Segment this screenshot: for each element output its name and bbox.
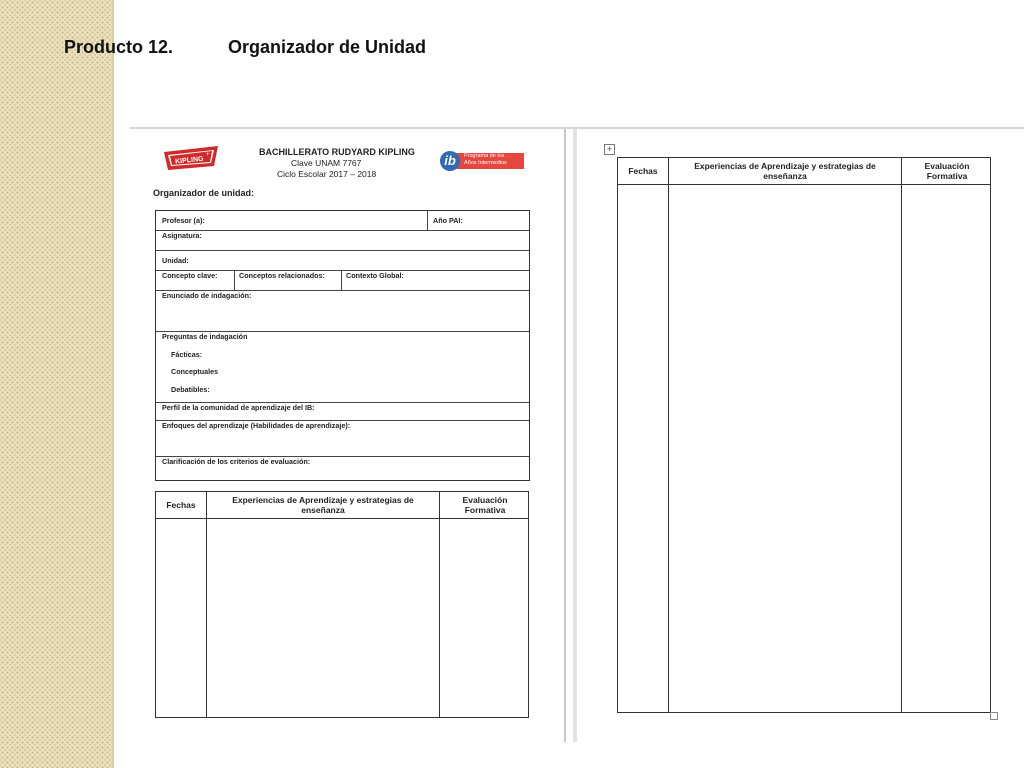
slide-title-product: Producto 12.	[64, 37, 174, 57]
activities-table-right	[617, 157, 991, 713]
label-preguntas: Preguntas de indagación	[162, 332, 248, 341]
label-unidad: Unidad:	[162, 256, 189, 265]
ib-logo-text-1: Programa de los	[464, 153, 505, 159]
label-concepto-clave: Concepto clave:	[162, 271, 218, 280]
table-header-line	[156, 518, 528, 519]
slide-title-organizer: Organizador de Unidad	[228, 37, 427, 57]
label-clarificacion: Clarificación de los criterios de evaluación:	[162, 457, 311, 466]
row-profesor	[156, 211, 529, 231]
header-experiencias: Experiencias de Aprendizaje y estrategias de enseñanza	[232, 495, 414, 515]
table-col-divider	[901, 158, 902, 712]
row-enunciado	[156, 291, 529, 332]
cell-divider	[341, 271, 342, 291]
label-contexto-global: Contexto Global:	[346, 271, 404, 280]
svg-text:+: +	[206, 152, 210, 158]
label-profesor: Profesor (a):	[162, 216, 205, 225]
page-divider-shadow	[573, 129, 577, 742]
table-col-divider	[206, 492, 207, 717]
label-debatibles: Debatibles:	[171, 385, 210, 394]
table-header-line	[618, 184, 990, 185]
header-evaluacion: Evaluación Formativa	[462, 495, 508, 515]
table-col-divider	[668, 158, 669, 712]
table-resize-handle[interactable]	[990, 712, 998, 720]
kipling-logo-text: KIPLING	[174, 155, 204, 166]
header-evaluacion: Evaluación Formativa	[924, 161, 970, 181]
header-fechas: Fechas	[166, 500, 196, 510]
label-perfil: Perfil de la comunidad de aprendizaje del IB:	[162, 403, 315, 412]
screenshot-top-border	[130, 127, 1024, 129]
page-divider	[564, 129, 566, 742]
row-enfoques	[156, 421, 529, 457]
label-facticas: Fácticas:	[171, 350, 203, 359]
pattern-edge	[112, 0, 114, 768]
ib-logo-circle: ib	[440, 151, 460, 171]
label-enunciado: Enunciado de indagación:	[162, 291, 252, 300]
label-asignatura: Asignatura:	[162, 231, 202, 240]
cell-divider	[234, 271, 235, 291]
ib-logo-text-2: Años Intermedios	[464, 160, 507, 166]
school-name: BACHILLERATO RUDYARD KIPLING	[259, 147, 415, 157]
row-conceptos	[156, 271, 529, 291]
row-unidad	[156, 251, 529, 271]
label-enfoques: Enfoques del aprendizaje (Habilidades de aprendizaje):	[162, 421, 351, 430]
activities-table-left	[155, 491, 529, 718]
header-experiencias: Experiencias de Aprendizaje y estrategias de enseñanza	[694, 161, 876, 181]
table-col-divider	[439, 492, 440, 717]
table-move-handle-icon[interactable]: +	[604, 144, 615, 155]
organizer-title: Organizador de unidad:	[153, 188, 255, 198]
row-perfil	[156, 403, 529, 421]
label-ano-pai: Año PAI:	[433, 216, 463, 225]
school-clave: Clave UNAM 7767	[291, 158, 362, 168]
ib-myp-logo	[440, 151, 526, 173]
school-cycle: Ciclo Escolar 2017 – 2018	[277, 169, 377, 179]
ib-logo-banner	[456, 153, 524, 169]
decorative-pattern-strip	[0, 0, 114, 768]
row-clarificacion	[156, 457, 529, 479]
row-preguntas	[156, 332, 529, 403]
unit-organizer-form	[155, 210, 530, 481]
label-conceptos-relacionados: Conceptos relacionados:	[239, 271, 325, 280]
kipling-logo	[162, 146, 220, 170]
cell-divider	[427, 211, 428, 231]
header-fechas: Fechas	[628, 166, 658, 176]
row-asignatura	[156, 231, 529, 251]
label-conceptuales: Conceptuales	[171, 367, 219, 376]
